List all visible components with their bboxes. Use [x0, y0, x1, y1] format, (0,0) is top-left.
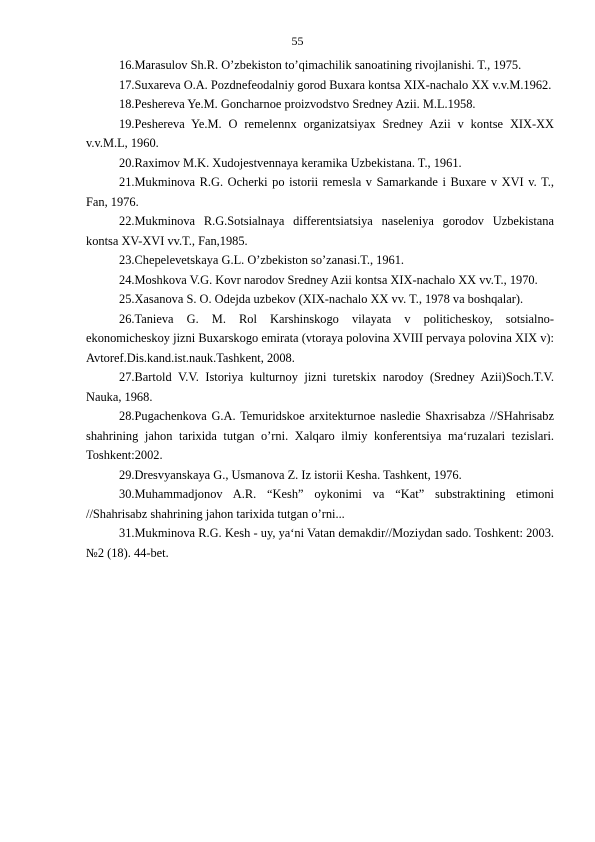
reference-item: 20.Raximov M.K. Xudojestvennaya keramika Uzbekistana. T., 1961.	[119, 155, 462, 170]
reference-item: 18.Peshereva Ye.M. Goncharnoe proizvodstvo Sredney Azii. M.L.1958.	[119, 97, 476, 111]
reference-item: 31.Mukminova R.G. Kesh - uy, ya‘ni Vatan demakdir//Moziydan sado. Toshkent: 2003. №2 (18). 44-bet.	[86, 526, 554, 560]
reference-item: 23.Chepelevetskaya G.L. O’zbekiston so’zanasi.T., 1961.	[119, 253, 405, 267]
page-number: 55	[291, 34, 304, 48]
reference-item: 29.Dresvyanskaya G., Usmanova Z. Iz istorii Kesha. Tashkent, 1976.	[119, 467, 462, 482]
reference-item: 21.Mukminova R.G. Ocherki po istorii remesla v Samarkande i Buxare v XVI v. T., Fan, 1976.	[86, 175, 554, 209]
reference-item: 17.Suxareva O.A. Pozdnefeodalniy gorod Buxara kontsa XIX-nachalo XX v.v.M.1962.	[119, 77, 552, 92]
reference-item: 24.Moshkova V.G. Kovr narodov Sredney Azii kontsa XIX-nachalo XX vv.T., 1970.	[119, 272, 538, 287]
reference-list	[86, 56, 554, 563]
reference-item: 25.Xasanova S. O. Odejda uzbekov (XIX-nachalo XX vv. T., 1978 va boshqalar).	[119, 292, 524, 306]
reference-item: 28.Pugachenkova G.A. Temuridskoe arxitekturnoe nasledie Shaxrisabza //SHahrisabz shahrining jahon tarixida tutgan o’rni. Xalqaro ilmiy konferentsiya ma‘ruzalari tezislari. Toshkent:2002.	[86, 409, 554, 462]
reference-item: 22.Mukminova R.G.Sotsialnaya differentsiatsiya naseleniya gorodov Uzbekistana kontsa XV-XVI vv.T., Fan,1985.	[86, 214, 554, 248]
reference-item: 30.Muhammadjonov A.R. “Kesh” oykonimi va “Kat” substraktining etimoni //Shahrisabz shahrining jahon tarixida tutgan o’rni...	[86, 487, 554, 521]
reference-item: 19.Peshereva Ye.M. O remelennx organizatsiyax Sredney Azii v kontse XIX-XX v.v.M.L, 1960.	[86, 116, 554, 150]
reference-item: 27.Bartold V.V. Istoriya kulturnoy jizni turetskix narodoy (Sredney Azii)Soch.T.V. Nauka, 1968.	[86, 370, 554, 404]
reference-item: 26.Tanieva G. M. Rol Karshinskogo vilayata v politicheskoy, sotsialno-ekonomicheskoy jizni Buxarskogo emirata (vtoraya polovina XVIII pervaya polovina XIX v): Avtoref.Dis.kand.ist.nauk.Tashkent, 2008.	[86, 311, 554, 365]
reference-item: 16.Marasulov Sh.R. O’zbekiston to’qimachilik sanoatining rivojlanishi. T., 1975.	[119, 58, 522, 72]
